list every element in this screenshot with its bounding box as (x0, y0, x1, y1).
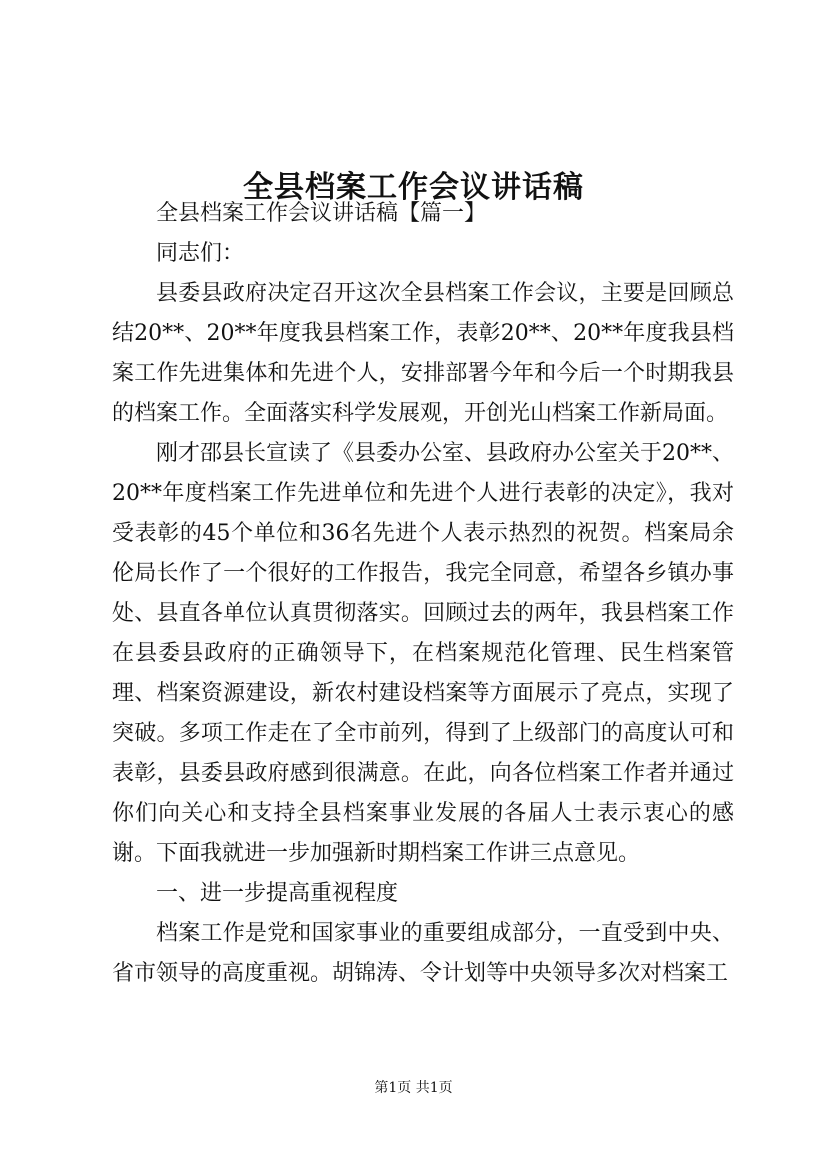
document-body (112, 194, 734, 994)
page-footer: 第1页 共1页 (374, 1080, 453, 1096)
section-heading-point-one: 一、进一步提高重视程度 (156, 881, 399, 906)
document-title: 全县档案工作会议讲话稿 (243, 170, 584, 206)
paragraph-intro: 县委县政府决定召开这次全县档案工作会议，主要是回顾总结20**、20**年度我县档案工作，表彰20**、20**年度我县档案工作先进集体和先进个人，安排部署今年和今后一个时期我县的档案工作。全面落实科学发展观，开创光山档案工作新局面。 (112, 281, 734, 426)
section-heading-part-one: 全县档案工作会议讲话稿【篇一】 (156, 201, 487, 226)
salutation: 同志们： (156, 241, 245, 266)
paragraph-importance: 档案工作是党和国家事业的重要组成部分，一直受到中央、省市领导的高度重视。胡锦涛、令计划等中央领导多次对档案工 (112, 921, 734, 986)
paragraph-review: 刚才邵县长宣读了《县委办公室、县政府办公室关于20**、20**年度档案工作先进单位和先进个人进行表彰的决定》，我对受表彰的45个单位和36名先进个人表示热烈的祝贺。档案局余伦局长作了一个很好的工作报告，我完全同意，希望各乡镇办事处、县直各单位认真贯彻落实。回顾过去的两年，我县档案工作在县委县政府的正确领导下，在档案规范化管理、民生档案管理、档案资源建设，新农村建设档案等方面展示了亮点，实现了突破。多项工作走在了全市前列，得到了上级部门的高度认可和表彰，县委县政府感到很满意。在此，向各位档案工作者并通过你们向关心和支持全县档案事业发展的各届人士表示衷心的感谢。下面我就进一步加强新时期档案工作讲三点意见。 (112, 441, 734, 866)
